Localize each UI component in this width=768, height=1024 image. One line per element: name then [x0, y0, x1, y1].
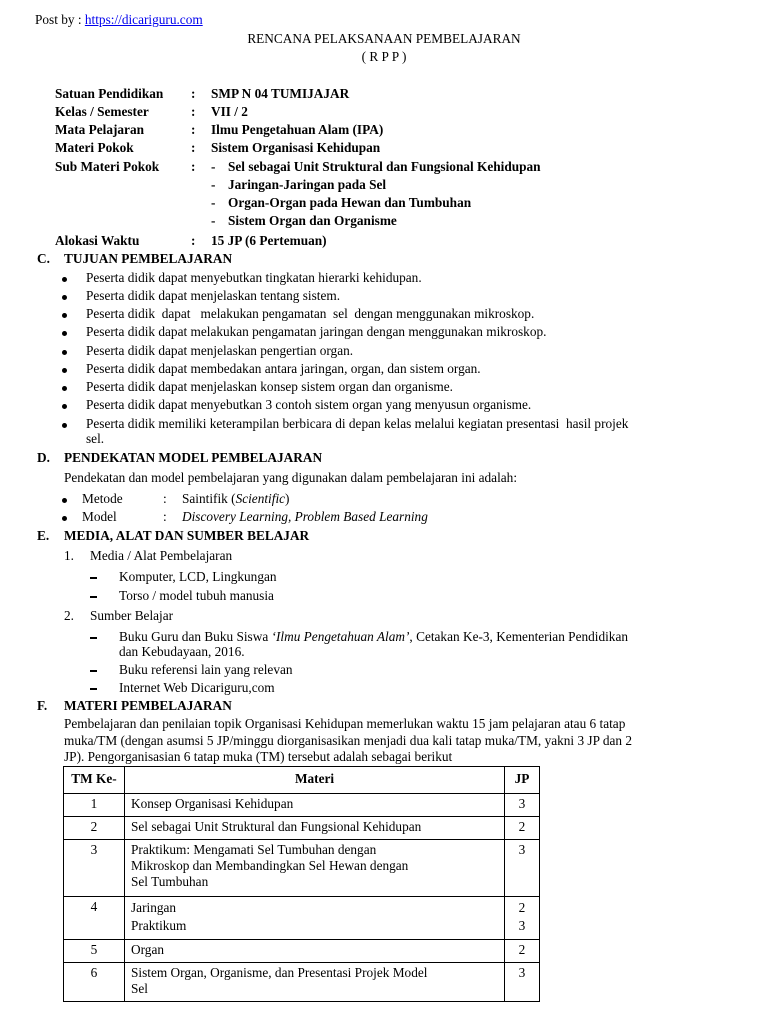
media-item: Torso / model tubuh manusia — [119, 588, 274, 603]
identity-label: Mata Pelajaran — [55, 122, 144, 137]
cell-tm: 2 — [64, 817, 125, 840]
objective-item: Peserta didik dapat menyebutkan tingkatan hierarki kehidupan. — [86, 270, 422, 285]
bullet-icon — [62, 306, 67, 322]
section-c-title: TUJUAN PEMBELAJARAN — [64, 251, 233, 266]
sumber-item: Internet Web Dicariguru,com — [119, 680, 275, 695]
identity-value: 15 JP (6 Pertemuan) — [211, 233, 327, 248]
sumber-number: 2. — [64, 608, 74, 623]
bullet-icon — [62, 361, 67, 377]
objective-item: Peserta didik dapat melakukan pengamatan jaringan dengan menggunakan mikroskop. — [86, 324, 547, 339]
section-d-intro: Pendekatan dan model pembelajaran yang digunakan dalam pembelajaran ini adalah: — [64, 470, 518, 485]
bullet-icon — [62, 288, 67, 304]
bullet-icon — [62, 416, 67, 432]
model-sep: : — [163, 509, 167, 524]
identity-value: SMP N 04 TUMIJAJAR — [211, 86, 350, 101]
section-f-title: MATERI PEMBELAJARAN — [64, 698, 232, 713]
section-f-paragraph-line: JP). Pengorganisasian 6 tatap muka (TM) tersebut adalah sebagai berikut — [64, 749, 453, 764]
post-by-label: Post by : — [35, 12, 85, 27]
table-row — [64, 817, 540, 840]
identity-value: Ilmu Pengetahuan Alam (IPA) — [211, 122, 384, 137]
section-e-title: MEDIA, ALAT DAN SUMBER BELAJAR — [64, 528, 310, 543]
bullet-icon — [62, 270, 67, 286]
section-f-paragraph-line: Pembelajaran dan penilaian topik Organisasi Kehidupan memerlukan waktu 15 jam pelajaran atau 6 tatap — [64, 716, 626, 731]
sumber-title: Sumber Belajar — [90, 608, 174, 623]
cell-jp: 2 — [505, 940, 540, 963]
objective-item: Peserta didik dapat menjelaskan konsep sistem organ dan organisme. — [86, 379, 453, 394]
model-label: Model — [82, 509, 117, 524]
sub-materi-dash: - — [211, 195, 216, 210]
post-by-link[interactable]: https://dicariguru.com — [84, 12, 203, 27]
sub-materi-dash: - — [211, 177, 216, 192]
section-d-letter: D. — [37, 450, 50, 465]
sub-materi-item: Sistem Organ dan Organisme — [228, 213, 397, 228]
objective-item: Peserta didik memiliki keterampilan berbicara di depan kelas melalui kegiatan presentasi hasil projek — [86, 416, 629, 431]
media-item: Komputer, LCD, Lingkungan — [119, 569, 277, 584]
cell-materi: Sel sebagai Unit Struktural dan Fungsional Kehidupan — [125, 817, 505, 840]
cell-materi: Organ — [125, 940, 505, 963]
dash-icon — [90, 629, 97, 645]
metode-label: Metode — [82, 491, 123, 506]
sub-materi-item: Organ-Organ pada Hewan dan Tumbuhan — [228, 195, 472, 210]
media-number: 1. — [64, 548, 74, 563]
sumber-item-buku-line2: dan Kebudayaan, 2016. — [119, 644, 245, 659]
table-row — [64, 940, 540, 963]
cell-tm: 3 — [64, 840, 125, 897]
identity-sep: : — [191, 159, 196, 174]
objective-item: Peserta didik dapat membedakan antara jaringan, organ, dan sistem organ. — [86, 361, 481, 376]
dash-icon — [90, 662, 97, 678]
sumber-item: Buku referensi lain yang relevan — [119, 662, 293, 677]
section-d-title: PENDEKATAN MODEL PEMBELAJARAN — [64, 450, 323, 465]
cell-tm: 5 — [64, 940, 125, 963]
bullet-icon — [62, 379, 67, 395]
bullet-icon — [62, 397, 67, 413]
tm-table — [63, 766, 540, 1002]
identity-label: Kelas / Semester — [55, 104, 149, 119]
cell-tm: 4 — [64, 897, 125, 940]
cell-materi: Sistem Organ, Organisme, dan Presentasi Projek Model Sel — [125, 963, 505, 1002]
sub-materi-item: Jaringan-Jaringan pada Sel — [228, 177, 387, 192]
media-title: Media / Alat Pembelajaran — [90, 548, 233, 563]
cell-jp: 2 3 — [505, 897, 540, 940]
identity-sep: : — [191, 104, 196, 119]
sub-materi-dash: - — [211, 213, 216, 228]
cell-jp: 3 — [505, 794, 540, 817]
cell-materi: Konsep Organisasi Kehidupan — [125, 794, 505, 817]
section-f-paragraph-line: muka/TM (dengan asumsi 5 JP/minggu diorganisasikan menjadi dua kali tatap muka/TM, yakni 3 JP dan 2 — [64, 733, 632, 748]
sub-materi-item: Sel sebagai Unit Struktural dan Fungsional Kehidupan — [228, 159, 541, 174]
section-c-letter: C. — [37, 251, 50, 266]
identity-label: Materi Pokok — [55, 140, 134, 155]
table-row — [64, 794, 540, 817]
cell-jp: 3 — [505, 963, 540, 1002]
identity-label: Alokasi Waktu — [55, 233, 140, 248]
cell-materi: Praktikum: Mengamati Sel Tumbuhan dengan Mikroskop dan Membandingkan Sel Hewan dengan Sel Tumbuhan — [125, 840, 505, 897]
table-header-row — [64, 767, 540, 794]
metode-sep: : — [163, 491, 167, 506]
section-f-letter: F. — [37, 698, 48, 713]
table-row — [64, 897, 540, 940]
column-header-tm: TM Ke- — [64, 767, 125, 794]
identity-sep: : — [191, 122, 196, 137]
objective-item: Peserta didik dapat menjelaskan tentang sistem. — [86, 288, 341, 303]
bullet-icon — [62, 343, 67, 359]
table-row — [64, 963, 540, 1002]
bullet-icon — [62, 491, 67, 507]
section-e-letter: E. — [37, 528, 50, 543]
objective-item-continuation: sel. — [86, 431, 105, 446]
metode-value: Saintifik (Scientific) — [182, 491, 290, 506]
dash-icon — [90, 680, 97, 696]
model-value: Discovery Learning, Problem Based Learning — [182, 509, 428, 524]
identity-label: Satuan Pendidikan — [55, 86, 164, 101]
sub-materi-dash: - — [211, 159, 216, 174]
dash-icon — [90, 569, 97, 585]
document-title: RENCANA PELAKSANAAN PEMBELAJARAN — [247, 31, 521, 46]
identity-value: Sistem Organisasi Kehidupan — [211, 140, 381, 155]
bullet-icon — [62, 509, 67, 525]
cell-tm: 1 — [64, 794, 125, 817]
identity-sep: : — [191, 86, 196, 101]
identity-sep: : — [191, 140, 196, 155]
identity-value: VII / 2 — [211, 104, 248, 119]
bullet-icon — [62, 324, 67, 340]
identity-sep: : — [191, 233, 196, 248]
cell-jp: 2 — [505, 817, 540, 840]
document-subtitle: ( R P P ) — [361, 49, 407, 64]
column-header-jp: JP — [505, 767, 540, 794]
table-row — [64, 840, 540, 897]
objective-item: Peserta didik dapat menjelaskan pengertian organ. — [86, 343, 354, 358]
column-header-materi: Materi — [125, 767, 505, 794]
dash-icon — [90, 588, 97, 604]
cell-tm: 6 — [64, 963, 125, 1002]
objective-item: Peserta didik dapat melakukan pengamatan sel dengan menggunakan mikroskop. — [86, 306, 535, 321]
sumber-item-buku: Buku Guru dan Buku Siswa ‘Ilmu Pengetahuan Alam’, Cetakan Ke-3, Kementerian Pendidikan — [119, 629, 629, 644]
objective-item: Peserta didik dapat menyebutkan 3 contoh sistem organ yang menyusun organisme. — [86, 397, 532, 412]
post-by — [35, 12, 203, 28]
cell-materi: Jaringan Praktikum — [125, 897, 505, 940]
cell-jp: 3 — [505, 840, 540, 897]
identity-label: Sub Materi Pokok — [55, 159, 160, 174]
